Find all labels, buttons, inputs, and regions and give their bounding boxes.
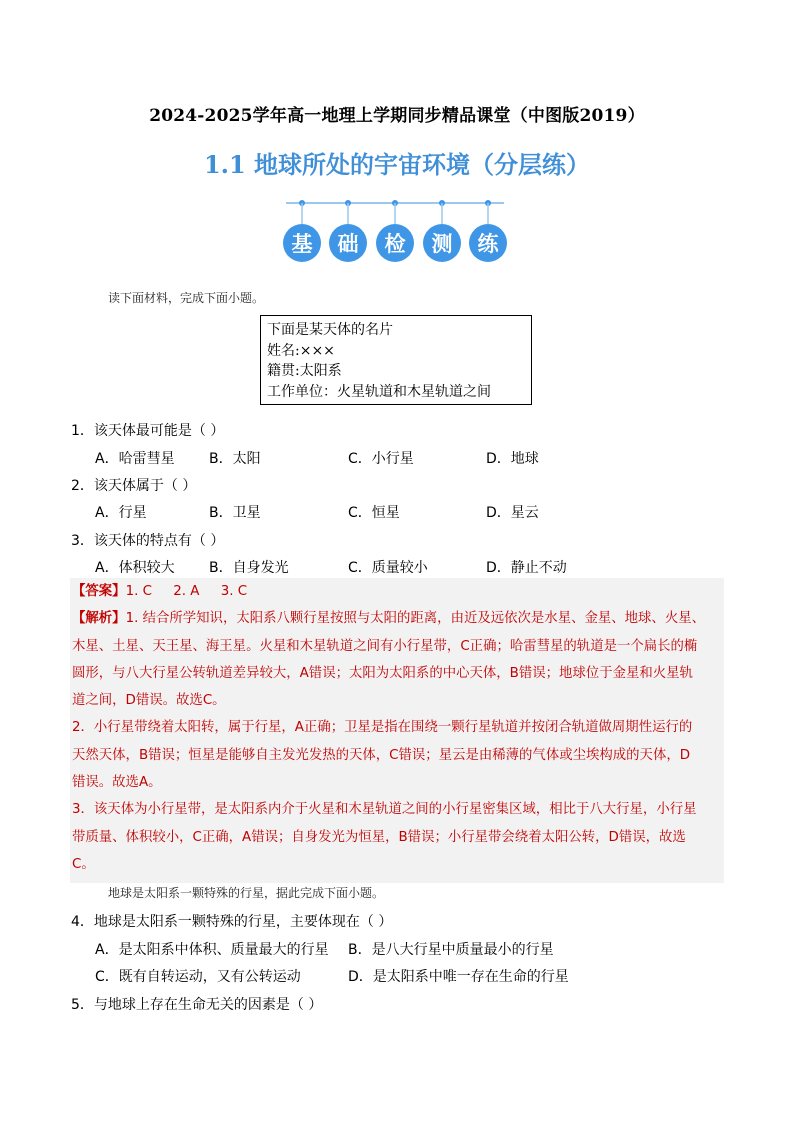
question-4-option-d: D．是太阳系中唯一存在生命的行星	[348, 969, 569, 985]
banner-char-2: 础	[337, 232, 359, 256]
answer-text: 1. C 2. A 3. C	[125, 584, 248, 599]
question-4-option-a: A．是太阳系中体积、质量最大的行星	[95, 942, 329, 958]
question-1-option-d: D．地球	[486, 451, 539, 467]
question-3-option-b: B．自身发光	[209, 560, 289, 576]
answer-label: 【答案】	[72, 584, 126, 599]
banner-char-4: 测	[431, 232, 453, 256]
intro-text-2: 地球是太阳系一颗特殊的行星，据此完成下面小题。	[108, 886, 385, 900]
banner-graphic	[280, 196, 510, 266]
question-2-option-a: A．行星	[95, 505, 147, 521]
analysis-line-9: 带质量、体积较小，C正确，A错误；自身发光为恒星，B错误；小行星带会绕着太阳公转，D错误，故选	[72, 829, 686, 845]
intro-text-1: 读下面材料，完成下面小题。	[108, 291, 265, 305]
question-1-option-c: C．小行星	[348, 451, 414, 467]
question-2-stem: 2．该天体属于（ ）	[71, 478, 197, 494]
analysis-label: 【解析】	[72, 611, 126, 627]
analysis-line-4: 道之间，D错误。故选C。	[72, 693, 226, 709]
question-1-option-a: A．哈雷彗星	[95, 451, 175, 467]
question-2-option-d: D．星云	[486, 505, 539, 521]
analysis-line-1	[72, 605, 724, 632]
question-4-option-b: B．是八大行星中质量最小的行星	[348, 942, 554, 958]
question-4-option-c: C．既有自转运动，又有公转运动	[95, 969, 301, 985]
card-line-4: 工作单位：火星轨道和木星轨道之间	[267, 383, 491, 400]
question-1-stem: 1．该天体最可能是（ ）	[71, 423, 225, 439]
question-2-option-b: B．卫星	[209, 505, 261, 521]
question-5-stem: 5．与地球上存在生命无关的因素是（ ）	[71, 997, 323, 1013]
question-1-option-b: B．太阳	[209, 451, 261, 467]
card-line-3: 籍贯:太阳系	[267, 363, 342, 379]
analysis-line-7: 错误。故选A。	[72, 775, 162, 791]
document-title: 2024-2025学年高一地理上学期同步精品课堂（中图版2019）	[149, 106, 645, 126]
card-line-1: 下面是某天体的名片	[267, 322, 393, 338]
banner-char-5: 练	[477, 232, 499, 256]
question-3-option-d: D．静止不动	[486, 560, 567, 576]
question-3-option-a: A．体积较大	[95, 560, 175, 576]
question-4-stem: 4．地球是太阳系一颗特殊的行星，主要体现在（ ）	[71, 914, 393, 930]
question-3-option-c: C．质量较小	[348, 560, 428, 576]
section-banner	[280, 196, 510, 266]
banner-char-1: 基	[291, 232, 313, 256]
document-subtitle: 1.1 地球所处的宇宙环境（分层练）	[203, 150, 591, 179]
analysis-line-5: 2．小行星带绕着太阳转，属于行星，A正确；卫星是指在围绕一颗行星轨道并按闭合轨道做周期性运行的	[72, 720, 693, 736]
banner-char-3: 检	[384, 232, 406, 256]
analysis-line-2: 木星、土星、天王星、海王星。火星和木星轨道之间有小行星带，C正确；哈雷彗星的轨道是一个扁长的椭	[72, 638, 698, 654]
analysis-line-8: 3．该天体为小行星带，是太阳系内介于火星和木星轨道之间的小行星密集区域，相比于八大行星，小行星	[72, 802, 697, 818]
card-line-2: 姓名:×××	[267, 342, 335, 359]
analysis-line-10: C。	[72, 856, 95, 872]
question-3-stem: 3．该天体的特点有（ ）	[71, 533, 225, 549]
question-2-option-c: C．恒星	[348, 505, 400, 521]
answer-content	[72, 578, 724, 878]
analysis-text-1: 1. 结合所学知识，太阳系八颗行星按照与太阳的距离，由近及远依次是水星、金星、地球、火星、	[125, 611, 705, 627]
analysis-line-3: 圆形，与八大行星公转轨道差异较大，A错误；太阳为太阳系的中心天体，B错误；地球位于金星和火星轨	[72, 665, 693, 681]
material-card	[260, 315, 532, 405]
analysis-line-6: 天然天体，B错误；恒星是能够自主发光发热的天体，C错误；星云是由稀薄的气体或尘埃构成的天体，D	[72, 747, 691, 763]
answer-line	[72, 578, 724, 605]
